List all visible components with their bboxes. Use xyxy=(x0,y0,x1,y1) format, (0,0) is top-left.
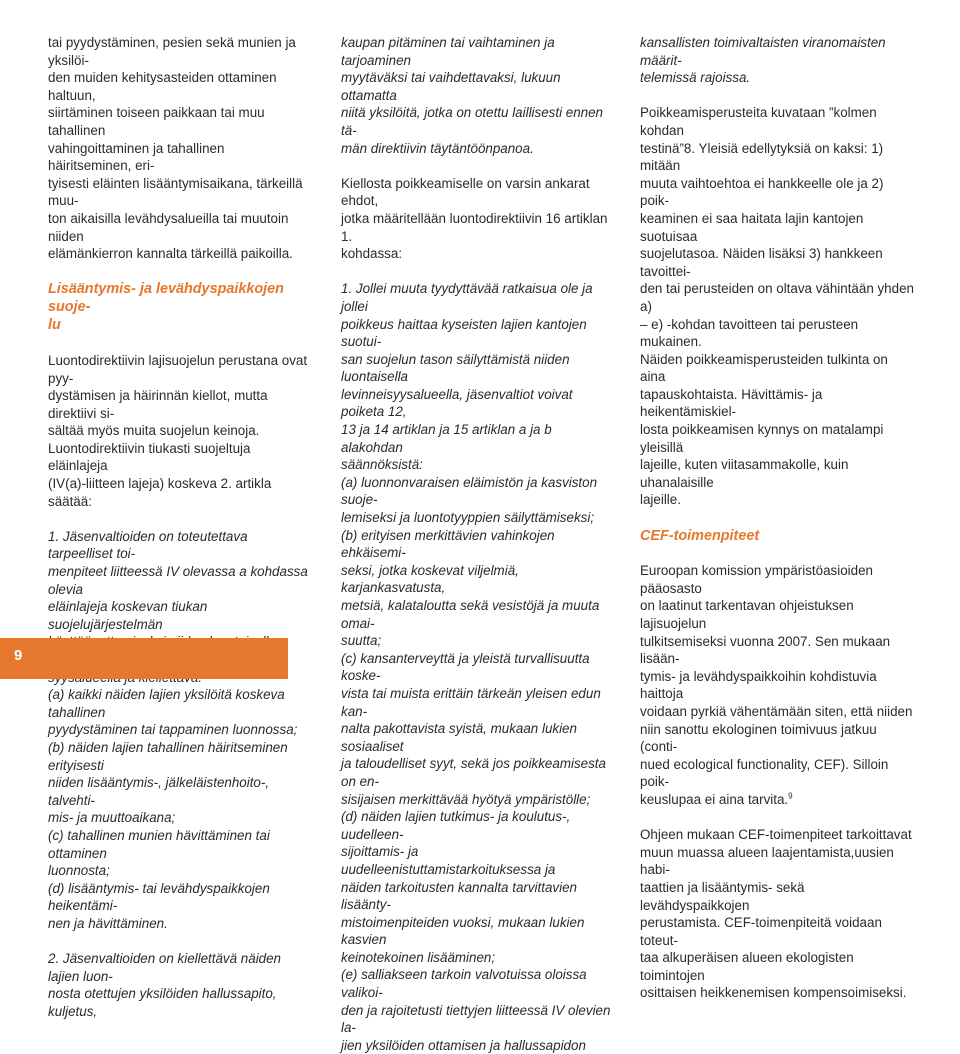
quote-article-16: 1. Jollei muuta tyydyttävää ratkaisua ole ja jollei poikkeus haittaa kyseisten lajien kantojen suotui- san suojelun tason säilyttämistä niiden luontaisella levinneisyysalueella, jäsenvaltiot voivat poiketa 12, 13 ja 14 artiklan ja 15 artiklan a ja b alakohdan säännöksistä: (a) luonnonvaraisen eläimistön ja kasviston suoje- lemiseksi ja luontotyyppien säilyttämiseksi; (b) erityisen merkittävien vahinkojen ehkäisemi- seksi, jotka koskevat viljelmiä, karjankasvatusta, metsiä, kalataloutta sekä vesistöjä ja muuta omai- suutta; (c) kansanterveyttä ja yleistä turvallisuutta koske- vista tai muista erittäin tärkeän yleisen edun kan- nalta pakottavista syistä, mukaan lukien sosiaaliset ja taloudelliset syyt, sekä jos poikkeamisesta on en- sisijaisen merkittävää hyötyä ympäristölle; (d) näiden lajien tutkimus- ja koulutus-, uudelleen- sijoittamis- ja uudelleenistuttamistarkoituksessa ja näiden tarkoitusten kannalta tarvittavien lisäänty- mistoimenpiteiden vuoksi, mukaan lukien kasvien keinotekoinen lisääminen; (e) salliakseen tarkoin valvotuissa oloissa valikoi- den ja rajoitetusti tiettyjen liitteessä IV olevien la- jien yksilöiden ottamisen ja hallussapidon xyxy=(341,281,611,1053)
paragraph: tai pyydystäminen, pesien sekä munien ja yksilöi- den muiden kehitysasteiden ottaminen haltuun, siirtäminen toiseen paikkaan tai muu tahallinen vahingoittaminen ja tahallinen häiritseminen, eri- tyisesti eläinten lisääntymisaikana, tärkeillä muu- ton aikaisilla levähdysalueilla tai muutoin niiden elämänkierron kannalta tärkeillä paikoilla. xyxy=(48,35,303,262)
paragraph: Ohjeen mukaan CEF-toimenpiteet tarkoittavat muun muassa alueen laajentamista,uusien habi- taattien ja lisääntymis- sekä levähdyspaikkojen perustamista. CEF-toimenpiteitä voidaan toteut- taa alkuperäisen alueen ekologisten toimintojen osittaisen heikkenemisen kompensoimiseksi. xyxy=(640,827,912,1001)
paragraph: Luontodirektiivin tiukasti suojeltuja eläinlajeja (IV(a)-liitteen lajeja) koskeva 2. artikla säätää: xyxy=(48,440,272,509)
text-column-1 xyxy=(48,34,310,1020)
section-heading: CEF-toimenpiteet xyxy=(640,527,760,544)
quote-article-12: 1. Jäsenvaltioiden on toteutettava tarpeelliset toi- menpiteet liitteessä IV olevassa a kohdassa olevia eläinlajeja koskevan tiukan suojelujärjestelmän (a) kaikki näiden lajien yksilöitä koskeva tahallinen pyydystäminen tai tappaminen luonnossa; (b) näiden lajien tahallinen häiritseminen erityisesti niiden lisääntymis-, jälkeläistenhoito-, talvehti- mis- ja muuttoaikana; (c) tahallinen munien hävittäminen tai ottaminen luonnosta; (d) lisääntymis- tai levähdyspaikkojen heikentämi- nen ja hävittäminen. xyxy=(48,528,308,931)
paragraph-text: Euroopan komission ympäristöasioiden pääosasto on laatinut tarkentavan ohjeistuksen lajisuojelun tulkitsemiseksi vuonna 2007. Sen mukaan lisään- tymis- ja levähdyspaikkoihin kohdistuvia haittoja voidaan pyrkiä vähentämään siten, että niiden niin sanottu ekologinen toimivuus jatkuu (conti- nued ecological functionality, CEF). Silloin poik- keuslupaa ei aina tarvita. xyxy=(640,563,913,807)
paragraph: Poikkeamisperusteita kuvataan ”kolmen kohdan testinä”8. Yleisiä edellytyksiä on kaksi: 1) mitään muuta vaihtoehtoa ei hankkeelle ole ja 2) poik- keaminen ei saa haitata lajin kantojen suotuisaa suojelutasoa. Näiden lisäksi 3) hankkeen tavoittei- den tai perusteiden on oltava vähintään yhden a) – e) -kohdan tavoitteen tai perusteen mukainen. Näiden poikkeamisperusteiden tulkinta on aina tapauskohtaista. Hävittämis- ja heikentämiskiel- losta poikkeamisen kynnys on matalampi yleisillä lajeille, kuten viitasammakolle, kuin uhanalaisille lajeille. xyxy=(640,105,914,508)
page-number: 9 xyxy=(14,647,23,664)
paragraph: Kiellosta poikkeamiselle on varsin ankarat ehdot, jotka määritellään luontodirektiivin 16 artiklan 1. kohdassa: xyxy=(341,175,608,262)
text-column-2 xyxy=(341,34,613,1054)
paragraph xyxy=(640,562,916,808)
quote-article-12-2: 2. Jäsenvaltioiden on kiellettävä näiden lajien luon- nosta otettujen yksilöiden hallussapito, kuljetus, xyxy=(48,951,282,1019)
quote-continuation: kansallisten toimivaltaisten viranomaisten määrit- telemissä rajoissa. xyxy=(640,35,886,86)
quote-continuation: kaupan pitäminen tai vaihtaminen ja tarjoaminen myytäväksi tai vaihdettavaksi, lukuun ottamatta niitä yksilöitä, jotka on otettu laillisesti ennen tä- män direktiivin täytäntöönpanoa. xyxy=(341,35,604,156)
text-column-3 xyxy=(640,34,916,1002)
paragraph: Luontodirektiivin lajisuojelun perustana ovat pyy- dystämisen ja häirinnän kiellot, mutta direktiivi si- sältää myös muita suojelun keinoja. xyxy=(48,352,308,439)
footnote-ref: 9 xyxy=(788,791,793,801)
page-number-badge xyxy=(0,638,288,679)
section-heading: Lisääntymis- ja levähdyspaikkojen suoje- lu xyxy=(48,281,284,334)
